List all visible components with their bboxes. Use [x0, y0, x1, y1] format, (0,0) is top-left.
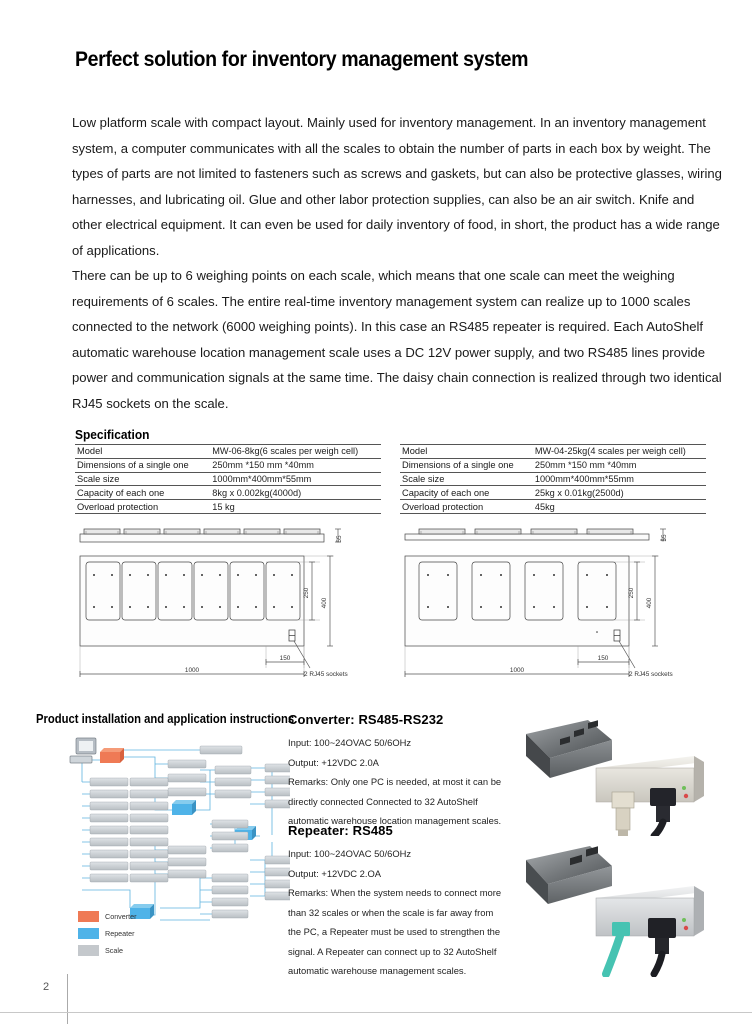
power-cable [648, 918, 676, 974]
spec-key: Overload protection [402, 501, 484, 512]
dim-overall-width: 400 [321, 597, 328, 609]
install-heading: Product installation and application instructions [36, 712, 295, 726]
spec-key: Scale size [402, 473, 445, 484]
spec-key: Overload protection [77, 501, 159, 512]
spec-key: Model [77, 446, 103, 457]
dim-pan-length: 150 [597, 655, 609, 662]
repeater-product-photo [508, 842, 723, 982]
converter-product-photo [508, 716, 723, 841]
spec-key: Dimensions of a single one [77, 460, 189, 471]
power-connector [650, 788, 676, 836]
legend-label: Repeater [105, 929, 135, 938]
repeater-spec-block [288, 823, 506, 981]
table-row [400, 445, 706, 459]
table-row [75, 458, 381, 472]
converter-input: Input: 100~24OVAC 50/6OHz [288, 737, 412, 748]
network-topology-diagram [60, 730, 290, 935]
table-row [75, 500, 381, 514]
scale-swatch-icon [78, 945, 99, 956]
repeater-swatch-icon [78, 928, 99, 939]
spec-value: 15 kg [212, 501, 235, 512]
callout-rj45: 2 RJ45 sockets [629, 671, 673, 678]
legend-label: Converter [105, 912, 137, 921]
table-row [75, 445, 381, 459]
spec-key: Capacity of each one [77, 487, 165, 498]
converter-box-beige [596, 756, 704, 836]
page-number: 2 [43, 981, 50, 993]
dim-pan-width: 250 [628, 587, 635, 599]
dim-overall-length: 1000 [184, 667, 200, 674]
page-title: Perfect solution for inventory management system [75, 48, 529, 71]
repeater-box-dark [526, 846, 612, 904]
scale-nodes [90, 746, 290, 918]
converter-heading: Converter: RS485-RS232 [288, 712, 444, 727]
spec-value: 1000mm*400mm*55mm [212, 473, 312, 484]
spec-value: MW-06-8kg(6 scales per weigh cell) [212, 446, 359, 457]
repeater-remarks: Remarks: When the system needs to connect more than 32 scales or when the scale is far away from the PC, a Repeater must be used to strengthen the signal. A Repeater can connect up to 32 AutoShelf automatic warehouse management scales. [288, 887, 502, 976]
converter-spec-block [288, 712, 506, 831]
spec-value: 25kg x 0.01kg(2500d) [534, 487, 624, 498]
table-row [400, 458, 706, 472]
repeater-node [172, 800, 196, 815]
dim-pan-width: 250 [303, 587, 310, 599]
table-row [400, 486, 706, 500]
db9-connector [612, 792, 634, 836]
legend-item-converter [78, 908, 137, 925]
legend-item-scale [78, 942, 137, 959]
dim-pan-length: 150 [279, 655, 291, 662]
body-text [72, 110, 722, 416]
converter-swatch-icon [78, 911, 99, 922]
paragraph-intro: Low platform scale with compact layout. Mainly used for inventory management. In an inventory management system, a computer communicates with all the scales to obtain the number of parts in each box by weight. The types of parts are not limited to fasteners such as screws and gaskets, but can also be protective glasses, wiring harnesses, and lubricating oil. Glue and other labor protection supplies, can also be an air switch. Knife and other electrical equipment. It can even be used for daily inventory of food, in short, the product has a wide range of applications. [72, 115, 722, 258]
callout-rj45: 2 RJ45 sockets [304, 671, 348, 678]
diagram-legend [78, 908, 137, 959]
technical-drawing-6-pan [72, 522, 362, 689]
footer-vertical-rule [67, 974, 68, 1024]
dim-overall-width: 400 [646, 597, 653, 609]
paragraph-system: There can be up to 6 weighing points on each scale, which means that one scale can meet the weighing requirements of 6 scales. The entire real-time inventory management system can realize up to 1000 scales connected to the network (6000 weighing points). In this case an RS485 repeater is required. Each AutoShelf automatic warehouse location management scale uses a DC 12V power supply, and two RS485 lines provide power and communication signals at the same time. The daisy chain connection is realized through two identical RJ45 sockets on the scale. [72, 268, 722, 411]
legend-label: Scale [105, 946, 123, 955]
dim-height: 55 [661, 534, 668, 542]
table-row [75, 472, 381, 486]
spec-table-mw-06-8kg [75, 444, 381, 514]
converter-remarks: Remarks: Only one PC is needed, at most it can be directly connected Connected to 32 AutoShelf automatic warehouse location management scales. [288, 776, 502, 826]
footer-horizontal-rule [0, 1012, 752, 1013]
spec-value: 250mm *150 mm *40mm [534, 460, 637, 471]
table-row [75, 486, 381, 500]
table-row [400, 500, 706, 514]
spec-value: MW-04-25kg(4 scales per weigh cell) [534, 446, 686, 457]
spec-value: 250mm *150 mm *40mm [212, 460, 314, 471]
repeater-heading: Repeater: RS485 [288, 823, 393, 838]
spec-key: Dimensions of a single one [402, 460, 514, 471]
spec-value: 45kg [534, 501, 555, 512]
converter-node [100, 748, 124, 763]
specification-heading: Specification [75, 427, 150, 442]
spec-key: Capacity of each one [402, 487, 490, 498]
spec-table-mw-04-25kg [400, 444, 706, 514]
converter-output: Output: +12VDC 2.0A [288, 756, 379, 768]
spec-value: 8kg x 0.002kg(4000d) [212, 487, 302, 498]
dim-overall-length: 1000 [509, 667, 525, 674]
technical-drawing-4-pan [397, 522, 687, 689]
repeater-box-silver [596, 886, 704, 974]
table-row [400, 472, 706, 486]
repeater-output: Output: +12VDC 2.OA [288, 867, 382, 879]
repeater-input: Input: 100~24OVAC 50/6OHz [288, 848, 412, 859]
dim-height: 55 [336, 535, 343, 543]
pc-icon [70, 738, 96, 763]
legend-item-repeater [78, 925, 137, 942]
spec-key: Scale size [77, 473, 120, 484]
spec-value: 1000mm*400mm*55mm [534, 473, 634, 484]
spec-key: Model [402, 446, 428, 457]
